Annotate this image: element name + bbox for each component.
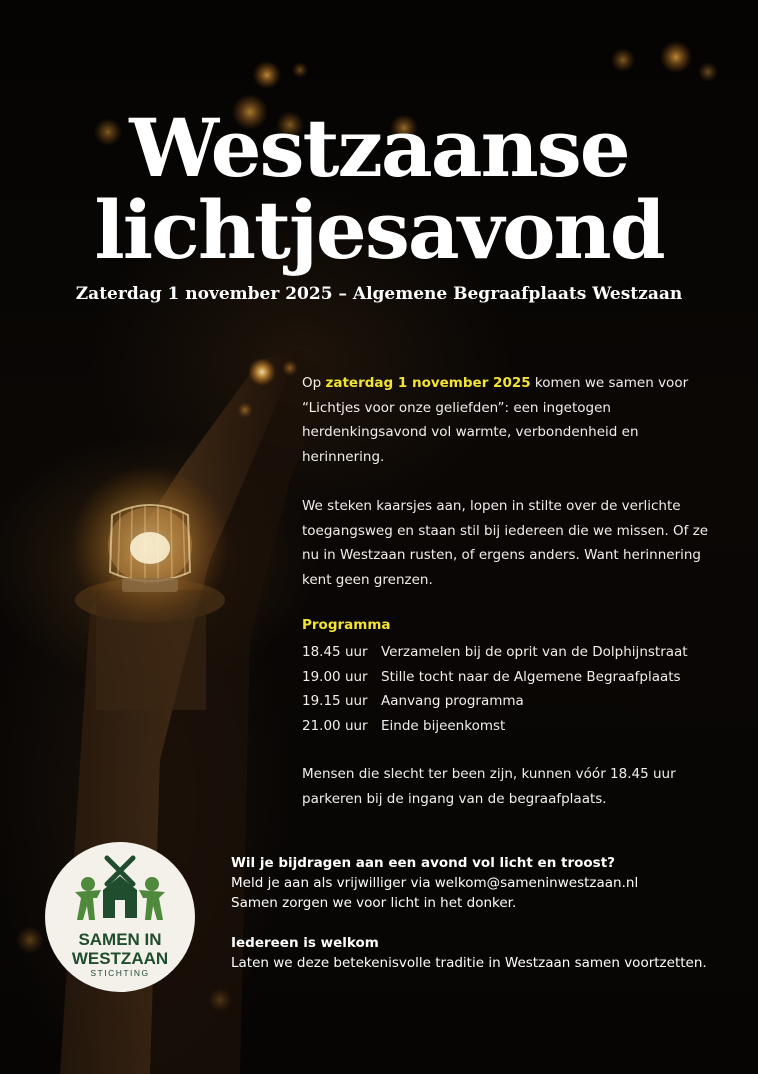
welcome-heading: Iedereen is welkom xyxy=(231,935,379,951)
samen-in-westzaan-logo xyxy=(45,842,195,992)
intro-paragraph-1 xyxy=(302,371,722,469)
programma-label: Aanvang programma xyxy=(381,693,524,709)
bottom-section xyxy=(231,853,731,973)
programma-label: Stille tocht naar de Algemene Begraafplaats xyxy=(381,668,681,685)
programma-item xyxy=(302,714,742,739)
intro-date-highlight: zaterdag 1 november 2025 xyxy=(325,375,531,391)
subtitle: Zaterdag 1 november 2025 – Algemene Begraafplaats Westzaan xyxy=(75,284,683,304)
programma-list xyxy=(302,640,742,738)
programma-time: 19.15 uur xyxy=(302,693,368,709)
programma-label: Verzamelen bij de oprit van de Dolphijnstraat xyxy=(381,644,688,660)
logo-text-2: WESTZAAN xyxy=(71,949,169,968)
intro-prefix: Op xyxy=(302,375,326,391)
programma-time: 21.00 uur xyxy=(302,717,368,734)
logo-text-3: STICHTING xyxy=(90,968,150,978)
logo-text-1: SAMEN IN xyxy=(78,930,162,949)
logo-graphic xyxy=(45,842,195,992)
person-icon xyxy=(145,877,159,891)
volunteer-line-2: Samen zorgen we voor licht in het donker. xyxy=(231,895,517,911)
intro-paragraph-2: We steken kaarsjes aan, lopen in stilte over de verlichte toegangsweg en staan stil bij iedereen die we missen. Of ze nu in Westzaan rusten, of ergens anders. Want herinnering kent geen grenzen. xyxy=(302,498,709,588)
programma-item xyxy=(302,689,742,714)
volunteer-heading: Wil je bijdragen aan een avond vol licht en troost? xyxy=(231,855,615,871)
title-line-2: lichtjesavond xyxy=(94,183,664,277)
title-line-1: Westzaanse xyxy=(129,101,629,195)
person-icon xyxy=(81,877,95,891)
programma-heading: Programma xyxy=(302,617,391,633)
programma-item xyxy=(302,640,742,665)
programma-label: Einde bijeenkomst xyxy=(381,717,506,734)
programma-time: 19.00 uur xyxy=(302,668,368,685)
programma-item xyxy=(302,665,742,690)
volunteer-line-1: Meld je aan als vrijwilliger via welkom@sameninwestzaan.nl xyxy=(231,875,639,891)
intro-rest: komen we samen voor “Lichtjes voor onze geliefden”: een ingetogen herdenkingsavond vol warmte, verbondenheid en herinnering. xyxy=(302,375,689,465)
programma-time: 18.45 uur xyxy=(302,644,368,660)
spacer xyxy=(231,913,731,933)
welcome-text: Laten we deze betekenisvolle traditie in Westzaan samen voortzetten. xyxy=(231,955,707,971)
parking-note: Mensen die slecht ter been zijn, kunnen vóór 18.45 uur parkeren bij de ingang van de begraafplaats. xyxy=(302,766,676,807)
